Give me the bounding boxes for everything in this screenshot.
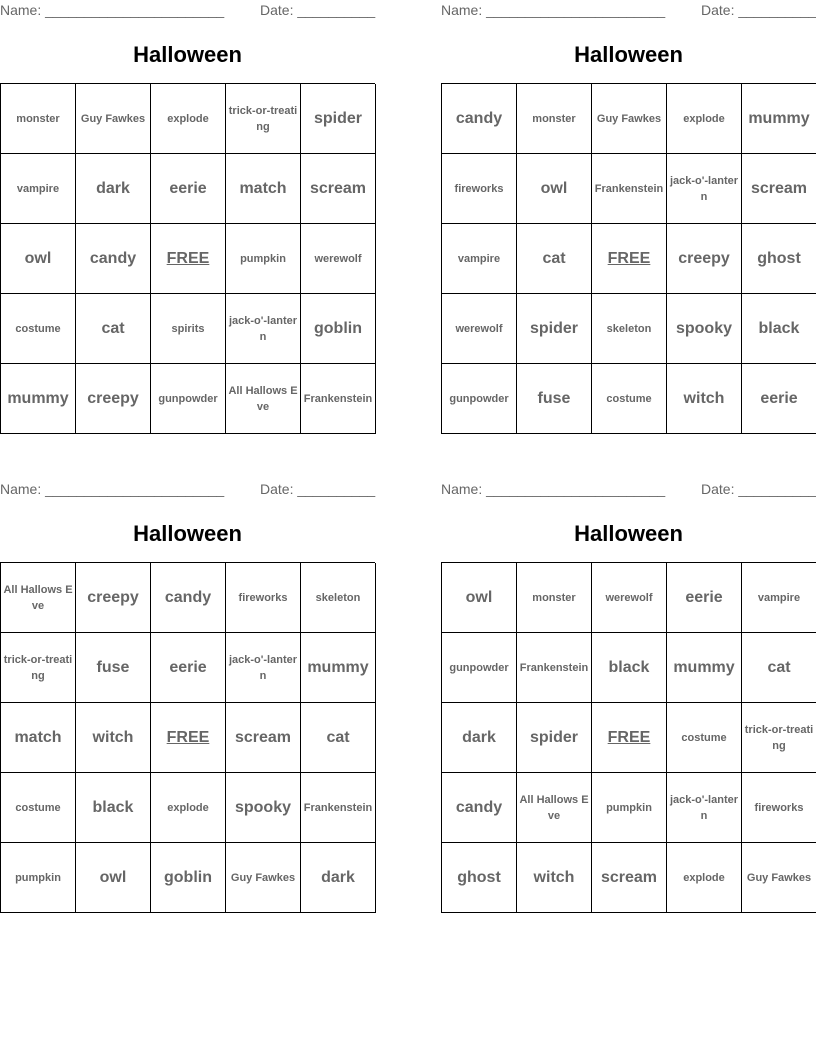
bingo-cell: Frankenstein — [517, 633, 592, 703]
free-space: FREE — [592, 703, 667, 773]
free-space: FREE — [151, 703, 226, 773]
date-field: Date: __________ — [260, 481, 376, 497]
bingo-cell: black — [742, 294, 816, 364]
bingo-cell: jack-o'-lantern — [226, 294, 301, 364]
bingo-cell: pumpkin — [226, 224, 301, 294]
bingo-cell: werewolf — [442, 294, 517, 364]
bingo-cell: skeleton — [301, 563, 376, 633]
bingo-cell: black — [592, 633, 667, 703]
bingo-cell: creepy — [76, 364, 151, 434]
bingo-cell: witch — [517, 843, 592, 913]
bingo-cell: All Hallows Eve — [226, 364, 301, 434]
bingo-cell: cat — [76, 294, 151, 364]
bingo-cell: All Hallows Eve — [517, 773, 592, 843]
card-title: Halloween — [574, 42, 683, 67]
bingo-cell: vampire — [1, 154, 76, 224]
name-field: Name: _______________________ — [441, 2, 666, 18]
bingo-cell: Frankenstein — [301, 773, 376, 843]
bingo-cell: eerie — [151, 154, 226, 224]
bingo-cell: match — [1, 703, 76, 773]
bingo-cell: eerie — [742, 364, 816, 434]
bingo-cell: owl — [1, 224, 76, 294]
bingo-cell: witch — [667, 364, 742, 434]
bingo-cell: cat — [742, 633, 816, 703]
bingo-grid — [0, 83, 375, 434]
bingo-grid — [441, 83, 816, 434]
bingo-card-4 — [441, 479, 816, 909]
bingo-cell: fuse — [517, 364, 592, 434]
bingo-cell: mummy — [1, 364, 76, 434]
bingo-cell: scream — [301, 154, 376, 224]
bingo-cell: scream — [226, 703, 301, 773]
bingo-cell: costume — [1, 294, 76, 364]
free-space: FREE — [592, 224, 667, 294]
bingo-cell: mummy — [301, 633, 376, 703]
bingo-cell: Guy Fawkes — [76, 84, 151, 154]
bingo-cell: dark — [301, 843, 376, 913]
bingo-cell: monster — [1, 84, 76, 154]
bingo-cell: eerie — [667, 563, 742, 633]
bingo-cell: owl — [517, 154, 592, 224]
bingo-cell: explode — [667, 843, 742, 913]
bingo-cell: costume — [592, 364, 667, 434]
bingo-cell: trick-or-treating — [1, 633, 76, 703]
bingo-cell: gunpowder — [442, 633, 517, 703]
bingo-cell: dark — [442, 703, 517, 773]
name-field: Name: _______________________ — [0, 481, 225, 497]
bingo-cell: trick-or-treating — [226, 84, 301, 154]
bingo-cell: All Hallows Eve — [1, 563, 76, 633]
bingo-cell: spider — [517, 703, 592, 773]
bingo-cell: explode — [667, 84, 742, 154]
bingo-cell: witch — [76, 703, 151, 773]
bingo-cell: gunpowder — [151, 364, 226, 434]
bingo-cell: Frankenstein — [592, 154, 667, 224]
name-field: Name: _______________________ — [441, 481, 666, 497]
bingo-cell: vampire — [742, 563, 816, 633]
bingo-cell: explode — [151, 84, 226, 154]
bingo-cell: explode — [151, 773, 226, 843]
card-title: Halloween — [133, 521, 242, 546]
card-title: Halloween — [133, 42, 242, 67]
free-space: FREE — [151, 224, 226, 294]
bingo-cell: pumpkin — [592, 773, 667, 843]
bingo-cell: monster — [517, 563, 592, 633]
bingo-cell: cat — [517, 224, 592, 294]
bingo-cell: costume — [1, 773, 76, 843]
bingo-cell: scream — [742, 154, 816, 224]
bingo-cell: fireworks — [226, 563, 301, 633]
bingo-cell: spooky — [667, 294, 742, 364]
bingo-cell: fireworks — [442, 154, 517, 224]
bingo-card-2 — [441, 0, 816, 430]
bingo-cell: ghost — [742, 224, 816, 294]
bingo-cell: vampire — [442, 224, 517, 294]
bingo-cell: Frankenstein — [301, 364, 376, 434]
bingo-cell: goblin — [301, 294, 376, 364]
bingo-cell: candy — [442, 84, 517, 154]
bingo-cell: match — [226, 154, 301, 224]
bingo-card-1 — [0, 0, 375, 430]
bingo-cell: mummy — [667, 633, 742, 703]
bingo-cell: dark — [76, 154, 151, 224]
bingo-cell: candy — [151, 563, 226, 633]
date-field: Date: __________ — [701, 481, 816, 497]
bingo-cell: mummy — [742, 84, 816, 154]
bingo-cell: jack-o'-lantern — [667, 773, 742, 843]
bingo-cell: monster — [517, 84, 592, 154]
bingo-cell: spooky — [226, 773, 301, 843]
bingo-cell: spirits — [151, 294, 226, 364]
bingo-cell: fireworks — [742, 773, 816, 843]
bingo-cell: Guy Fawkes — [742, 843, 816, 913]
bingo-cell: skeleton — [592, 294, 667, 364]
bingo-cell: black — [76, 773, 151, 843]
bingo-cell: costume — [667, 703, 742, 773]
bingo-cell: werewolf — [592, 563, 667, 633]
bingo-cell: fuse — [76, 633, 151, 703]
bingo-card-3 — [0, 479, 375, 909]
bingo-cell: jack-o'-lantern — [226, 633, 301, 703]
date-field: Date: __________ — [260, 2, 376, 18]
bingo-cell: werewolf — [301, 224, 376, 294]
bingo-cell: gunpowder — [442, 364, 517, 434]
bingo-grid — [441, 562, 816, 913]
bingo-cell: trick-or-treating — [742, 703, 816, 773]
bingo-cell: pumpkin — [1, 843, 76, 913]
name-field: Name: _______________________ — [0, 2, 225, 18]
card-title: Halloween — [574, 521, 683, 546]
bingo-cell: owl — [76, 843, 151, 913]
bingo-cell: cat — [301, 703, 376, 773]
bingo-cell: scream — [592, 843, 667, 913]
bingo-cell: candy — [76, 224, 151, 294]
bingo-cell: candy — [442, 773, 517, 843]
bingo-cell: spider — [517, 294, 592, 364]
bingo-cell: Guy Fawkes — [592, 84, 667, 154]
bingo-cell: spider — [301, 84, 376, 154]
bingo-cell: creepy — [667, 224, 742, 294]
bingo-cell: owl — [442, 563, 517, 633]
bingo-cell: Guy Fawkes — [226, 843, 301, 913]
bingo-cell: goblin — [151, 843, 226, 913]
date-field: Date: __________ — [701, 2, 816, 18]
bingo-cell: creepy — [76, 563, 151, 633]
bingo-grid — [0, 562, 375, 913]
bingo-cell: jack-o'-lantern — [667, 154, 742, 224]
bingo-cell: ghost — [442, 843, 517, 913]
bingo-cell: eerie — [151, 633, 226, 703]
